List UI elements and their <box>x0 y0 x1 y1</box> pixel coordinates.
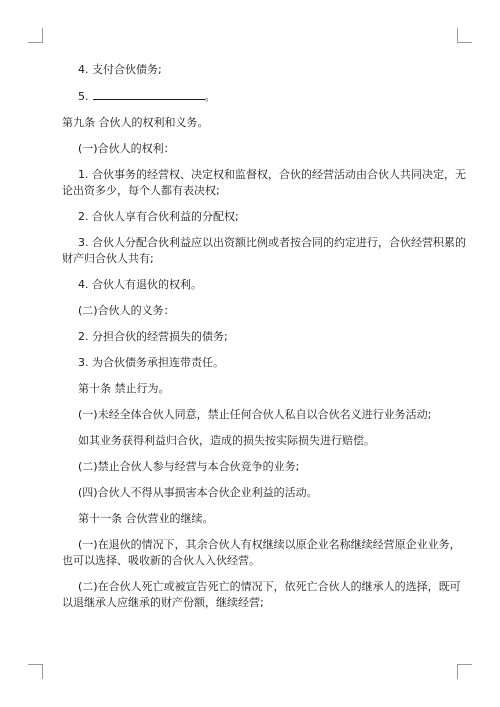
blank-item-line <box>78 88 450 105</box>
text-line: (二)在合伙人死亡或被宣告死亡的情况下，依死亡合伙人的继承人的选择，既可 <box>78 580 461 593</box>
item-terminator: 。 <box>204 90 216 103</box>
section-heading: 第十一条 合伙营业的继续。 <box>78 512 214 525</box>
section-heading: 第九条 合伙人的权利和义务。 <box>62 116 209 129</box>
fill-in-blank[interactable] <box>93 88 205 100</box>
text-line: 4. 支付合伙债务; <box>78 63 162 76</box>
text-line: 也可以选择、吸收新的合伙人入伙经营。 <box>62 554 260 567</box>
text-line: (四)合伙人不得从事损害本合伙企业利益的活动。 <box>78 486 318 499</box>
text-line: 论出资多少，每个人都有表决权; <box>62 184 220 197</box>
section-heading: 第十条 禁止行为。 <box>78 382 170 395</box>
document-body <box>62 62 466 621</box>
text-line: (二)禁止合伙人参与经营与本合伙竞争的业务; <box>78 460 300 473</box>
page-corner-mark-top-right <box>457 28 472 43</box>
text-line: 财产归合伙人共有; <box>62 252 154 265</box>
text-line: 3. 为合伙债务承担连带责任。 <box>78 356 224 369</box>
text-line: 以退继承人应继承的财产份额，继续经营; <box>62 596 264 609</box>
paragraph <box>62 167 466 199</box>
text-line: 2. 分担合伙的经营损失的债务; <box>78 330 228 343</box>
paragraph <box>62 579 461 611</box>
text-line: (一)在退伙的情况下，其余合伙人有权继续以原企业名称继续经营原企业业务， <box>78 538 461 551</box>
page-corner-mark-bottom-right <box>457 664 472 679</box>
text-line: 如其业务获得利益归合伙，造成的损失按实际损失进行赔偿。 <box>78 434 375 447</box>
text-line: 2. 合伙人享有合伙利益的分配权; <box>78 210 239 223</box>
text-line: 3. 合伙人分配合伙利益应以出资额比例或者按合同的约定进行，合伙经营积累的 <box>78 236 466 249</box>
subsection-heading: (一)合伙人的权利： <box>78 142 175 155</box>
paragraph <box>62 235 466 267</box>
page-corner-mark-top-left <box>28 28 43 43</box>
page-corner-mark-bottom-left <box>28 664 43 679</box>
text-line: 1. 合伙事务的经营权、决定权和监督权，合伙的经营活动由合伙人共同决定，无 <box>78 168 466 181</box>
subsection-heading: (二)合伙人的义务： <box>78 304 175 317</box>
item-number: 5. <box>78 90 89 103</box>
text-line: 4. 合伙人有退伙的权利。 <box>78 278 202 291</box>
text-line: (一)未经全体合伙人同意，禁止任何合伙人私自以合伙名义进行业务活动; <box>78 408 432 421</box>
paragraph <box>62 537 461 569</box>
